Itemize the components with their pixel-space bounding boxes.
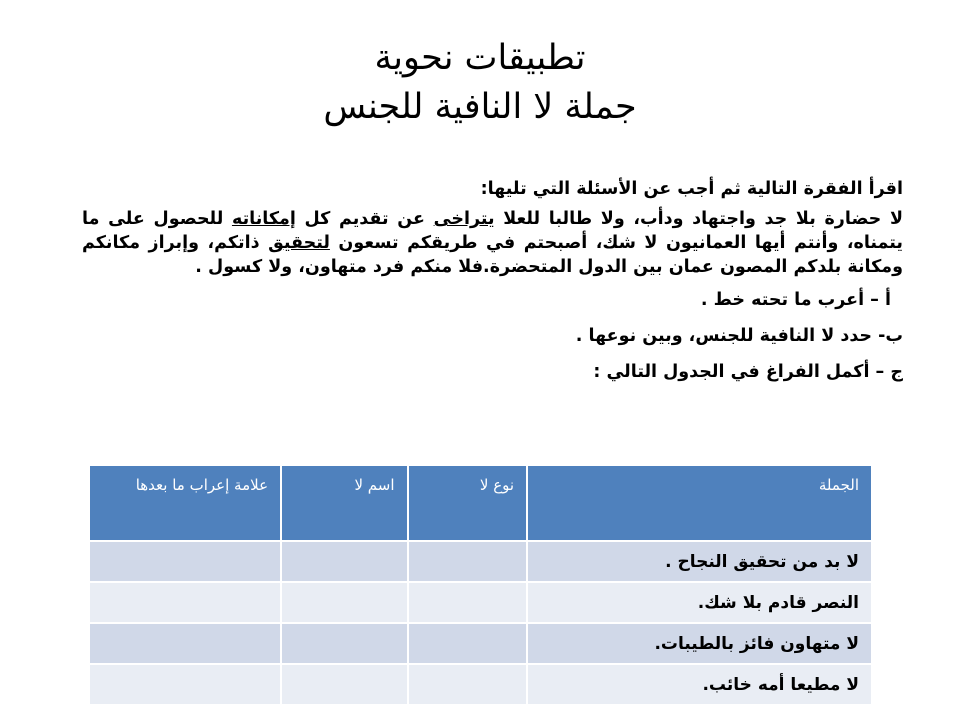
table-row bbox=[89, 623, 872, 664]
table-row bbox=[89, 541, 872, 582]
table-header-row bbox=[89, 465, 872, 541]
header-la-noun: اسم لا bbox=[281, 465, 407, 541]
sentence-cell: لا مطيعا أمه خائب. bbox=[527, 664, 872, 705]
table-row bbox=[89, 582, 872, 623]
passage-part-3: للحصول على ما يتمناه، وأنتم أيها العمانيون لا شك، أصبحتم في طريقكم تسعون bbox=[82, 209, 903, 253]
irab-sign-cell[interactable] bbox=[89, 541, 281, 582]
question-a: أ – أعرب ما تحته خط . bbox=[700, 290, 891, 310]
header-sentence: الجملة bbox=[527, 465, 872, 541]
title-line-1: تطبيقات نحوية bbox=[374, 38, 586, 78]
la-noun-cell[interactable] bbox=[281, 541, 407, 582]
irab-sign-cell[interactable] bbox=[89, 582, 281, 623]
la-type-cell[interactable] bbox=[408, 664, 528, 705]
underlined-word-2: إمكاناته bbox=[231, 209, 296, 229]
sentence-cell: لا بد من تحقيق النجاح . bbox=[527, 541, 872, 582]
la-noun-cell[interactable] bbox=[281, 623, 407, 664]
reading-passage bbox=[82, 207, 903, 279]
sentence-cell: النصر قادم بلا شك. bbox=[527, 582, 872, 623]
grammar-table bbox=[88, 464, 873, 706]
header-la-type: نوع لا bbox=[408, 465, 528, 541]
underlined-word-3: لتحقيق bbox=[268, 233, 330, 253]
slide-title bbox=[0, 34, 960, 132]
exercise-body bbox=[82, 174, 903, 387]
table-row bbox=[89, 664, 872, 705]
question-b: ب- حدد لا النافية للجنس، وبين نوعها . bbox=[575, 326, 903, 346]
la-noun-cell[interactable] bbox=[281, 664, 407, 705]
instructions: اقرأ الفقرة التالية ثم أجب عن الأسئلة التي تليها: bbox=[480, 179, 903, 199]
question-c: ج – أكمل الفراغ في الجدول التالي : bbox=[593, 362, 903, 382]
la-type-cell[interactable] bbox=[408, 623, 528, 664]
irab-sign-cell[interactable] bbox=[89, 623, 281, 664]
underlined-word-1: يتراخى bbox=[433, 209, 495, 229]
header-irab-sign: علامة إعراب ما بعدها bbox=[89, 465, 281, 541]
la-type-cell[interactable] bbox=[408, 541, 528, 582]
la-type-cell[interactable] bbox=[408, 582, 528, 623]
sentence-cell: لا متهاون فائز بالطيبات. bbox=[527, 623, 872, 664]
la-noun-cell[interactable] bbox=[281, 582, 407, 623]
passage-part-4: ذاتكم، وإبراز مكانكم ومكانة بلدكم المصون عمان بين الدول المتحضرة.فلا منكم فرد متهاون، ولا كسول . bbox=[82, 233, 903, 277]
passage-part-2: عن تقديم كل bbox=[295, 209, 434, 229]
title-line-2: جملة لا النافية للجنس bbox=[323, 87, 637, 127]
irab-sign-cell[interactable] bbox=[89, 664, 281, 705]
passage-part-1: لا حضارة بلا جد واجتهاد ودأب، ولا طالبا للعلا bbox=[494, 209, 903, 229]
